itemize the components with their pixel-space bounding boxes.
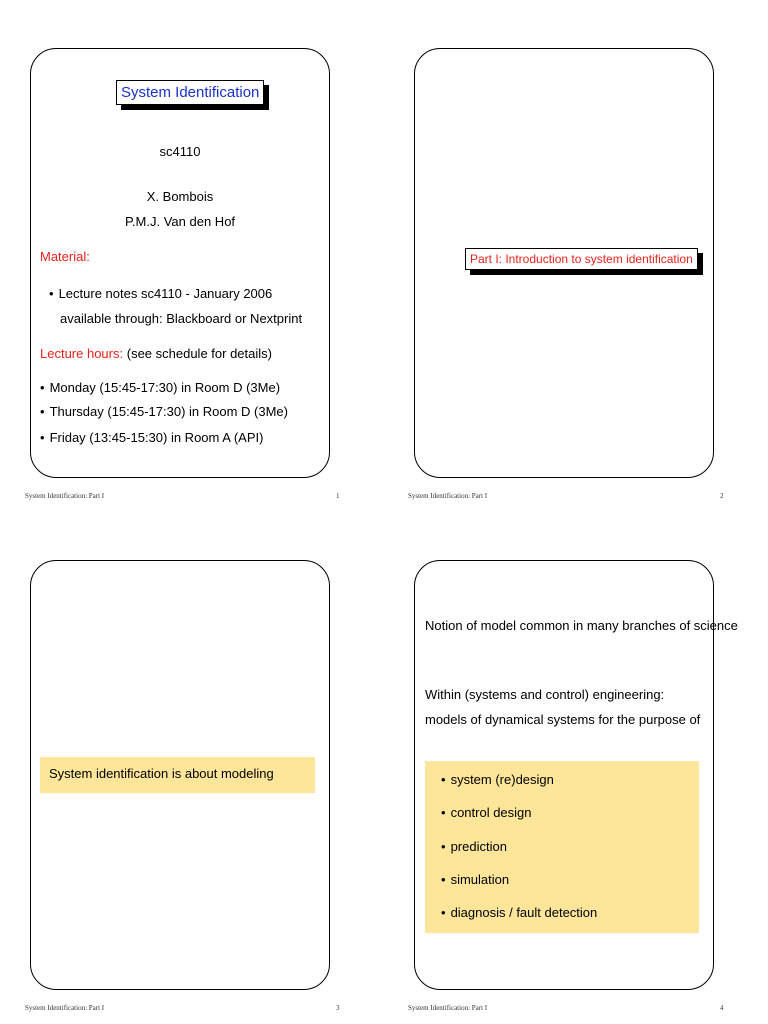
list-item-label: prediction — [450, 839, 507, 854]
list-item — [441, 839, 507, 854]
schedule-monday: Monday (15:45-17:30) in Room D (3Me) — [49, 380, 281, 395]
page-number: 2 — [720, 492, 724, 500]
slide-1-title: System Identification — [116, 80, 264, 105]
purpose-text: models of dynamical systems for the purpose of — [425, 712, 701, 727]
schedule-friday: Friday (13:45-15:30) in Room A (API) — [49, 430, 264, 445]
schedule-thursday: Thursday (15:45-17:30) in Room D (3Me) — [49, 404, 288, 419]
lecture-hours — [40, 346, 272, 361]
list-item — [441, 872, 509, 887]
hours-label: Lecture hours: — [40, 346, 124, 361]
course-code: sc4110 — [159, 144, 201, 159]
list-item-label: diagnosis / fault detection — [450, 905, 598, 920]
highlight-text: System identification is about modeling — [49, 766, 274, 781]
list-item — [441, 805, 532, 820]
model-notion-text: Notion of model common in many branches of science — [425, 618, 738, 633]
footer-label: System Identification: Part I — [25, 1004, 105, 1012]
footer-label: System Identification: Part I — [408, 1004, 488, 1012]
page-number: 1 — [336, 492, 340, 500]
schedule-item — [40, 404, 288, 419]
page-number: 4 — [720, 1004, 724, 1012]
list-item-label: control design — [450, 805, 532, 820]
list-item-label: simulation — [450, 872, 510, 887]
footer-label: System Identification: Part I — [408, 492, 488, 500]
list-item-label: system (re)design — [450, 772, 554, 787]
material-label: Material: — [40, 249, 90, 264]
footer-label: System Identification: Part I — [25, 492, 105, 500]
schedule-item — [40, 430, 263, 445]
schedule-item — [40, 380, 280, 395]
list-item — [441, 772, 554, 787]
material-line-1: Lecture notes sc4110 - January 2006 — [58, 286, 273, 301]
material-line-2: available through: Blackboard or Nextprint — [60, 311, 303, 326]
page-number: 3 — [336, 1004, 340, 1012]
author-1: X. Bombois — [146, 189, 214, 204]
material-item — [49, 286, 272, 301]
list-item — [441, 905, 597, 920]
author-2: P.M.J. Van den Hof — [124, 214, 236, 229]
hours-note: (see schedule for details) — [126, 346, 272, 361]
engineering-text: Within (systems and control) engineering: — [425, 687, 665, 702]
slide-2-title: Part I: Introduction to system identification — [465, 248, 698, 270]
